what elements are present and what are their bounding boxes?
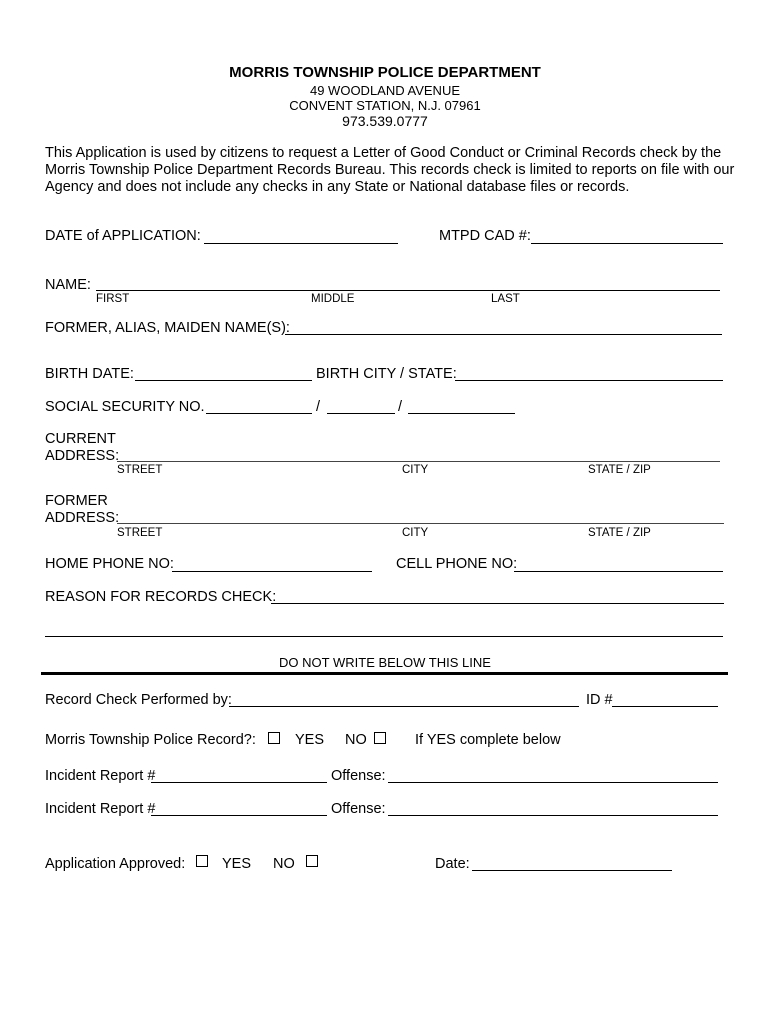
department-address-line1: 49 WOODLAND AVENUE <box>309 83 461 98</box>
date-label: Date: <box>435 856 470 872</box>
id-label: ID # <box>586 692 613 708</box>
offense-1-field[interactable] <box>388 782 718 783</box>
approved-no-label: NO <box>273 856 295 872</box>
mtpd-cad-label: MTPD CAD #: <box>439 228 531 244</box>
home-phone-label: HOME PHONE NO: <box>45 556 174 572</box>
reason-field[interactable] <box>271 603 724 604</box>
offense-2-label: Offense: <box>331 801 386 817</box>
current-address-label-line2: ADDRESS: <box>45 448 120 464</box>
mtpd-cad-field[interactable] <box>531 243 723 244</box>
ssn-part-3-field[interactable] <box>408 413 515 414</box>
former-address-label-line1: FORMER <box>45 493 108 509</box>
current-address-field[interactable] <box>117 461 720 462</box>
do-not-write-notice: DO NOT WRITE BELOW THIS LINE <box>279 655 491 670</box>
police-record-no-checkbox[interactable] <box>374 732 386 744</box>
birth-city-state-label: BIRTH CITY / STATE: <box>316 366 457 382</box>
birth-city-state-field[interactable] <box>455 380 723 381</box>
approved-yes-label: YES <box>222 856 252 872</box>
incident-report-2-field[interactable] <box>151 815 327 816</box>
application-approved-label: Application Approved: <box>45 856 186 872</box>
ssn-part-2-field[interactable] <box>327 413 395 414</box>
id-field[interactable] <box>612 706 718 707</box>
ssn-separator-2: / <box>398 399 403 415</box>
incident-report-1-field[interactable] <box>151 782 327 783</box>
current-city-caption: CITY <box>402 464 429 476</box>
performed-by-field[interactable] <box>229 706 579 707</box>
middle-name-caption: MIDDLE <box>311 293 355 305</box>
approval-date-field[interactable] <box>472 870 672 871</box>
intro-line-1: This Application is used by citizens to request a Letter of Good Conduct or Criminal Records check by the <box>45 145 722 161</box>
if-yes-instruction: If YES complete below <box>415 732 561 748</box>
incident-report-1-label: Incident Report # <box>45 768 156 784</box>
first-name-caption: FIRST <box>96 293 130 305</box>
last-name-caption: LAST <box>491 293 520 305</box>
former-city-caption: CITY <box>402 527 429 539</box>
thick-divider-line <box>41 672 728 675</box>
cell-phone-label: CELL PHONE NO: <box>396 556 518 572</box>
cell-phone-field[interactable] <box>514 571 723 572</box>
reason-field-line-2[interactable] <box>45 636 723 637</box>
home-phone-field[interactable] <box>172 571 372 572</box>
ssn-separator-1: / <box>316 399 321 415</box>
birth-date-label: BIRTH DATE: <box>45 366 134 382</box>
former-address-field[interactable] <box>117 523 724 524</box>
approved-no-checkbox[interactable] <box>306 855 318 867</box>
approved-yes-checkbox[interactable] <box>196 855 208 867</box>
police-record-yes-label: YES <box>295 732 325 748</box>
former-address-label-line2: ADDRESS: <box>45 510 120 526</box>
department-phone: 973.539.0777 <box>342 113 428 129</box>
offense-1-label: Offense: <box>331 768 386 784</box>
offense-2-field[interactable] <box>388 815 718 816</box>
name-label: NAME: <box>45 277 91 293</box>
current-state-zip-caption: STATE / ZIP <box>588 464 651 476</box>
performed-by-label: Record Check Performed by: <box>45 692 232 708</box>
current-street-caption: STREET <box>117 464 163 476</box>
police-record-yes-checkbox[interactable] <box>268 732 280 744</box>
name-field[interactable] <box>96 290 720 291</box>
police-record-question: Morris Township Police Record?: <box>45 732 256 748</box>
current-address-label-line1: CURRENT <box>45 431 116 447</box>
ssn-label: SOCIAL SECURITY NO. <box>45 399 205 415</box>
former-street-caption: STREET <box>117 527 163 539</box>
reason-label: REASON FOR RECORDS CHECK: <box>45 589 277 605</box>
department-address-line2: CONVENT STATION, N.J. 07961 <box>289 98 481 113</box>
date-of-application-label: DATE of APPLICATION: <box>45 228 201 244</box>
incident-report-2-label: Incident Report # <box>45 801 156 817</box>
former-state-zip-caption: STATE / ZIP <box>588 527 651 539</box>
ssn-part-1-field[interactable] <box>206 413 312 414</box>
former-names-field[interactable] <box>285 334 722 335</box>
former-names-label: FORMER, ALIAS, MAIDEN NAME(S): <box>45 320 290 336</box>
date-of-application-field[interactable] <box>204 243 398 244</box>
department-title: MORRIS TOWNSHIP POLICE DEPARTMENT <box>229 64 541 81</box>
police-record-no-label: NO <box>345 732 367 748</box>
birth-date-field[interactable] <box>135 380 312 381</box>
intro-line-2: Morris Township Police Department Records Bureau. This records check is limited to reports on file with our <box>45 162 735 178</box>
intro-line-3: Agency and does not include any checks in any State or National database files or records. <box>45 179 630 195</box>
